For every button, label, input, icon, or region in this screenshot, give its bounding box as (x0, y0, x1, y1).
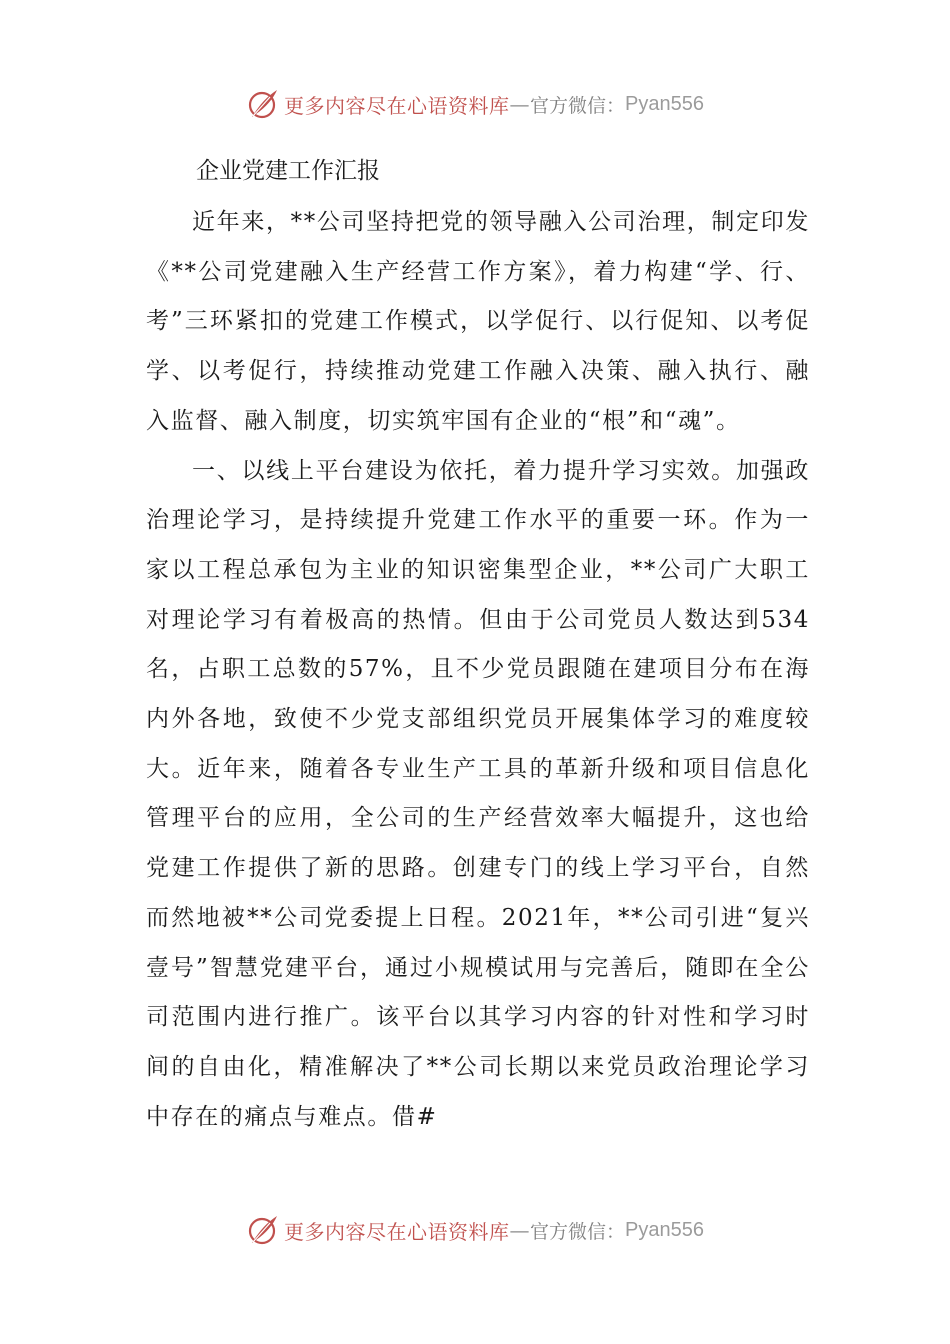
document-title: 企业党建工作汇报 (196, 158, 380, 184)
header-watermark (0, 84, 950, 124)
feather-pen-logo-icon (246, 87, 280, 121)
watermark-site-text: 更多内容尽在心语资料库 (284, 93, 510, 118)
watermark-dash: — (509, 1218, 530, 1242)
watermark-dash: — (509, 92, 530, 116)
watermark-handle: Pyan556 (625, 92, 704, 115)
paragraph-section-one: 一、以线上平台建设为依托，着力提升学习实效。加强政治理论学习，是持续提升党建工作水平的重要一环。作为一家以工程总承包为主业的知识密集型企业，**公司广大职工对理论学习有着极高的热情。但由于公司党员人数达到534名，占职工总数的57%，且不少党员跟随在建项目分布在海内外各地，致使不少党支部组织党员开展集体学习的难度较大。近年来，随着各专业生产工具的革新升级和项目信息化管理平台的应用，全公司的生产经营效率大幅提升，这也给党建工作提供了新的思路。创建专门的线上学习平台，自然而然地被**公司党委提上日程。2021年，**公司引进“复兴壹号”智慧党建平台，通过小规模试用与完善后，随即在全公司范围内进行推广。该平台以其学习内容的针对性和学习时间的自由化，精准解决了**公司长期以来党员政治理论学习中存在的痛点与难点。借# (146, 457, 810, 1130)
document-body (146, 150, 810, 1142)
watermark-contact-label: 官方微信： (530, 1220, 626, 1243)
watermark-handle: Pyan556 (625, 1218, 704, 1241)
paragraph-intro: 近年来，**公司坚持把党的领导融入公司治理，制定印发《**公司党建融入生产经营工作方案》，着力构建“学、行、考”三环紧扣的党建工作模式，以学促行、以行促知、以考促学、以考促行，持续推动党建工作融入决策、融入执行、融入监督、融入制度，切实筑牢国有企业的“根”和“魂”。 (146, 209, 810, 434)
feather-pen-logo-icon (246, 1213, 280, 1247)
watermark-contact-label: 官方微信： (530, 94, 626, 117)
watermark-site-text: 更多内容尽在心语资料库 (284, 1219, 510, 1244)
footer-watermark (0, 1210, 950, 1250)
